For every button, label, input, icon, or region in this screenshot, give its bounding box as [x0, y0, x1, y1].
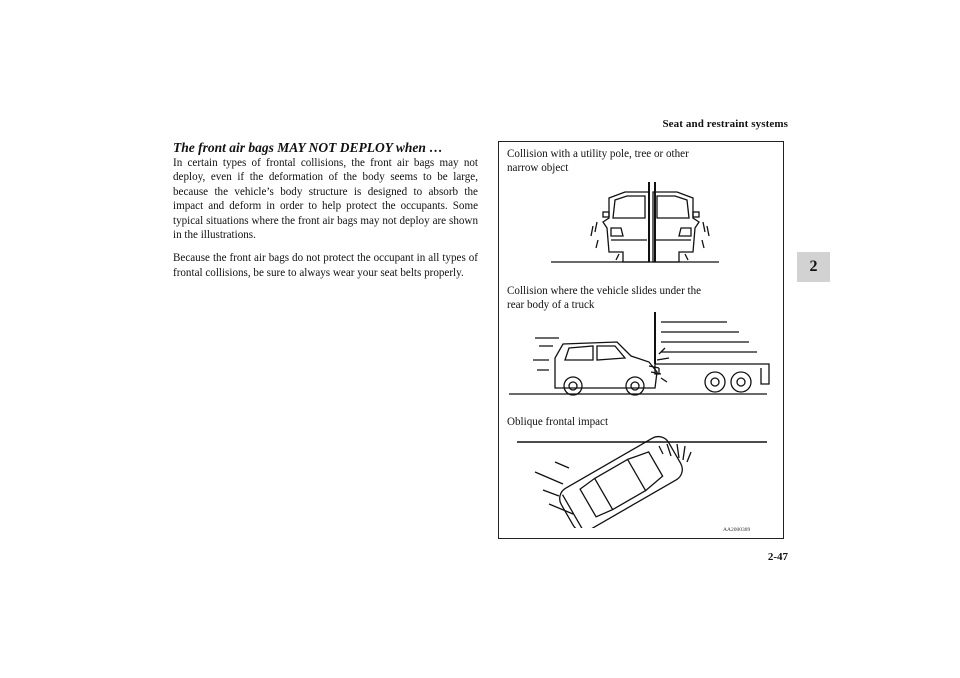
main-text-column [173, 140, 478, 289]
chapter-tab: 2 [797, 252, 830, 282]
section-heading: The front air bags MAY NOT DEPLOY when … [173, 140, 443, 155]
section-title: Seat and restraint systems [662, 118, 788, 130]
illustration-box [498, 141, 784, 539]
oblique-impact-illustration [499, 432, 785, 528]
truck-underride-illustration [499, 308, 785, 398]
page-number: 2-47 [767, 551, 788, 563]
illustration-code: AA2000389 [723, 527, 751, 533]
caption-oblique-impact: Oblique frontal impact [507, 416, 609, 428]
pole-collision-illustration [499, 178, 785, 270]
caption-truck-underride: Collision where the vehicle slides under the rear body of a truck [507, 285, 702, 311]
paragraph-2: Because the front air bags do not protect the occupant in all types of frontal collisions, be sure to always wear your seat belts properly. [173, 252, 478, 279]
caption-pole-collision: Collision with a utility pole, tree or other narrow object [507, 148, 689, 174]
paragraph-1: In certain types of frontal collisions, the front air bags may not deploy, even if the deformation of the body seems to be large, because the vehicle’s body structure is designed to absorb the impact and deform in order to help protect the occupants. Some typical situations where the front air bags may not deploy are shown in the illustrations. [173, 157, 478, 242]
